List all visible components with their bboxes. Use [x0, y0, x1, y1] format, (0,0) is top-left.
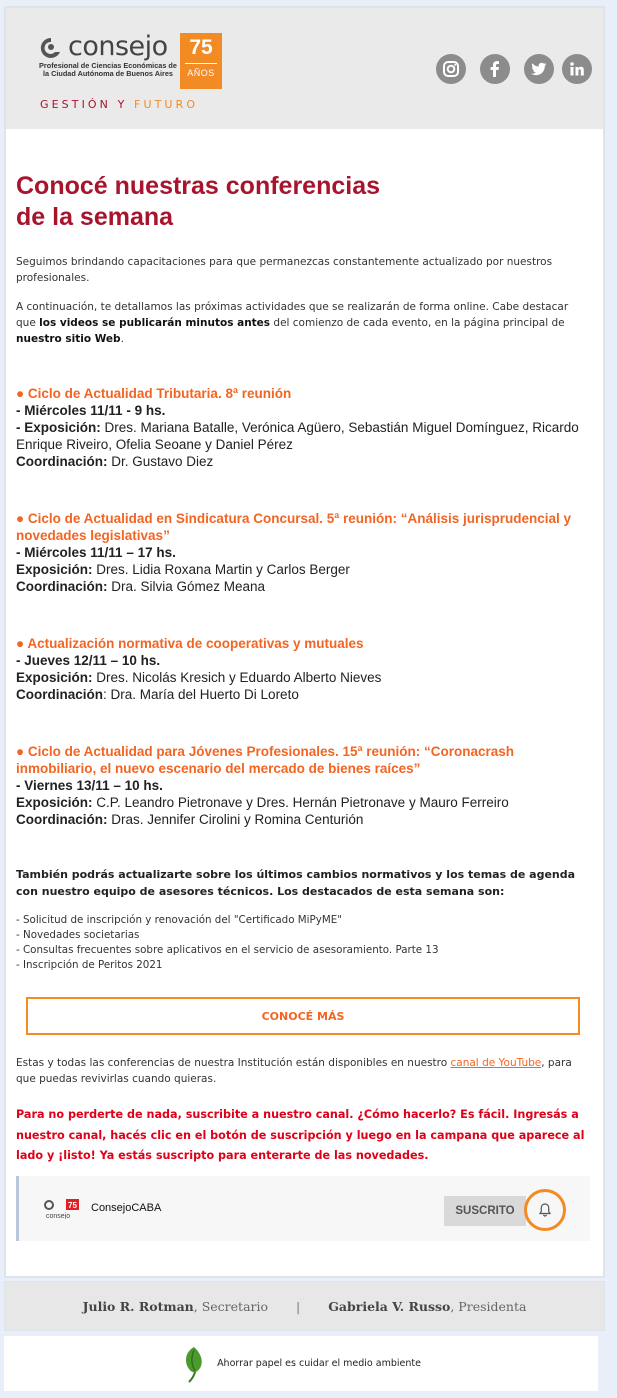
- logo-mark-icon: [38, 36, 64, 58]
- event-speakers: [16, 794, 591, 811]
- event-speakers-label: - Exposición:: [16, 420, 101, 435]
- event-coordination-label: Coordinación:: [16, 579, 108, 594]
- event-title[interactable]: ● Ciclo de Actualidad para Jóvenes Profesionales. 15ª reunión: “Coronacrash inmobiliario, el nuevo escenario del mercado de bienes raíces”: [16, 744, 515, 776]
- list-item: - Novedades societarias: [16, 929, 140, 941]
- event-title[interactable]: ● Ciclo de Actualidad Tributaria. 8ª reunión: [16, 386, 292, 401]
- eco-leaf-icon: [181, 1344, 207, 1384]
- event-coordination-text: Dra. Silvia Gómez Meana: [107, 579, 266, 594]
- learn-more-button[interactable]: CONOCÉ MÁS: [26, 997, 580, 1035]
- president-role: , Presidenta: [450, 1298, 527, 1314]
- intro-p2-part-a: A continuación, te detallamos las próximas actividades que se realizarán de forma online. Cabe destacar que: [16, 301, 569, 329]
- youtube-text-a: Estas y todas las conferencias de nuestra Institución están disponibles en nuestro: [16, 1057, 451, 1069]
- event-coordination-text: : Dra. María del Huerto Di Loreto: [103, 687, 299, 702]
- facebook-icon[interactable]: [480, 54, 510, 84]
- event-coordination-label: Coordinación:: [16, 812, 108, 827]
- anniversary-number: 75: [189, 36, 213, 59]
- tagline-gestion: GESTIÓN Y: [40, 98, 135, 111]
- event-date: [16, 777, 591, 794]
- event-item: [16, 510, 591, 595]
- website-link[interactable]: nuestro sitio Web: [16, 333, 121, 345]
- intro-p2-part-e: .: [120, 333, 124, 345]
- secretary-role: , Secretario: [193, 1298, 269, 1314]
- anniversary-label: AÑOS: [185, 63, 217, 78]
- intro-paragraph-1: Seguimos brindando capacitaciones para que permanezcas constantemente actualizado por nuestros profesionales.: [16, 256, 553, 284]
- event-date-text: - Miércoles 11/11 – 17 hs.: [16, 545, 176, 560]
- page-title-line-2: de la semana: [16, 203, 174, 231]
- event-coordination-label: Coordinación:: [16, 454, 108, 469]
- logo-wordmark: consejo: [68, 31, 168, 62]
- notification-bell-icon[interactable]: [524, 1189, 566, 1231]
- advisory-note: También podrás actualizarte sobre los últimos cambios normativos y los temas de agenda con nuestro equipo de asesores técnicos. Los destacados de esta semana son:: [16, 868, 576, 898]
- list-item: - Inscripción de Peritos 2021: [16, 959, 163, 971]
- event-speakers-text: C.P. Leandro Pietronave y Dres. Hernán Pietronave y Mauro Ferreiro: [92, 795, 509, 810]
- event-speakers-label: Exposición:: [16, 670, 93, 685]
- president-name: Gabriela V. Russo: [328, 1298, 451, 1314]
- event-date: [16, 544, 591, 561]
- event-speakers: [16, 561, 591, 578]
- event-coordination-label: Coordinación: [16, 687, 103, 702]
- signatory-president: [328, 1299, 526, 1314]
- instagram-icon[interactable]: [436, 54, 466, 84]
- page-title-line-1: Conocé nuestras conferencias: [16, 172, 381, 200]
- event-coordination: [16, 686, 591, 703]
- event-coordination: [16, 578, 591, 595]
- event-speakers-label: Exposición:: [16, 795, 93, 810]
- list-item: - Solicitud de inscripción y renovación del "Certificado MiPyME": [16, 914, 342, 926]
- youtube-text-b: , para que puedas revivirlas cuando quieras.: [16, 1057, 572, 1085]
- consejo-logo[interactable]: [38, 32, 228, 112]
- event-speakers-text: Dres. Nicolás Kresich y Eduardo Alberto Nieves: [92, 670, 382, 685]
- event-item: [16, 635, 591, 703]
- channel-logo-number: 75: [68, 1201, 77, 1210]
- event-speakers: [16, 669, 591, 686]
- event-date-text: - Viernes 13/11 – 10 hs.: [16, 778, 163, 793]
- list-item: - Consultas frecuentes sobre aplicativos en el servicio de asesoramiento. Parte 13: [16, 944, 439, 956]
- event-title[interactable]: ● Actualización normativa de cooperativas y mutuales: [16, 636, 364, 651]
- event-date-text: - Miércoles 11/11 - 9 hs.: [16, 403, 166, 418]
- signature-footer: [4, 1281, 605, 1331]
- signatory-secretary: [83, 1299, 268, 1314]
- subscribed-button[interactable]: SUSCRITO: [444, 1196, 526, 1226]
- event-coordination: [16, 811, 591, 828]
- eco-banner: [4, 1336, 598, 1391]
- youtube-channel-link[interactable]: canal de YouTube: [450, 1057, 542, 1069]
- linkedin-icon[interactable]: [562, 54, 592, 84]
- intro-p2-highlight: los videos se publicarán minutos antes: [39, 317, 271, 329]
- event-item: [16, 385, 591, 470]
- anniversary-badge: [180, 33, 222, 89]
- youtube-paragraph: [16, 1055, 586, 1087]
- event-coordination-text: Dr. Gustavo Diez: [107, 454, 214, 469]
- tagline-futuro: FUTURO: [134, 98, 199, 111]
- youtube-subscribe-bar: [16, 1176, 590, 1241]
- header: [6, 8, 603, 129]
- event-coordination: [16, 453, 591, 470]
- channel-logo-word: consejo: [46, 1213, 71, 1219]
- logo-subtitle: Profesional de Ciencias Económicas de la Ciudad Autónoma de Buenos Aires: [39, 61, 177, 78]
- secretary-name: Julio R. Rotman: [82, 1298, 194, 1314]
- eco-message: Ahorrar papel es cuidar el medio ambiente: [217, 1358, 421, 1369]
- event-speakers-text: Dres. Lidia Roxana Martin y Carlos Berger: [92, 562, 350, 577]
- event-title[interactable]: ● Ciclo de Actualidad en Sindicatura Concursal. 5ª reunión: “Análisis jurisprudencial y novedades legislativas”: [16, 511, 572, 543]
- event-speakers-label: Exposición:: [16, 562, 93, 577]
- event-item: [16, 743, 591, 828]
- intro-p2-part-c: del comienzo de cada evento, en la página principal de: [270, 317, 565, 329]
- subscribe-instructions: Para no perderte de nada, suscribite a nuestro canal. ¿Cómo hacerlo? Es fácil. Ingresás a nuestro canal, hacés clic en el botón de suscripción y luego en la campana que aparece al lado y ¡listo! Ya estás suscripto para enterarte de las novedades.: [16, 1108, 585, 1162]
- intro-paragraph-2: [16, 299, 586, 347]
- event-date-text: - Jueves 12/11 – 10 hs.: [16, 653, 161, 668]
- event-speakers-text: Dres. Mariana Batalle, Verónica Agüero, Sebastián Miguel Domínguez, Ricardo Enrique Riveiro, Ofelia Seoane y Daniel Pérez: [16, 420, 579, 452]
- channel-name[interactable]: ConsejoCABA: [91, 1202, 162, 1214]
- event-date: [16, 402, 591, 419]
- event-speakers: [16, 419, 591, 453]
- logo-tagline: [40, 98, 198, 111]
- event-date: [16, 652, 591, 669]
- footer-separator: |: [296, 1298, 301, 1314]
- page-title: [16, 171, 380, 233]
- event-coordination-text: Dras. Jennifer Cirolini y Romina Centurión: [107, 812, 364, 827]
- channel-logo-icon: [43, 1199, 79, 1219]
- newsletter-card: [4, 6, 605, 1278]
- twitter-icon[interactable]: [524, 54, 554, 84]
- advisory-list: [16, 913, 576, 973]
